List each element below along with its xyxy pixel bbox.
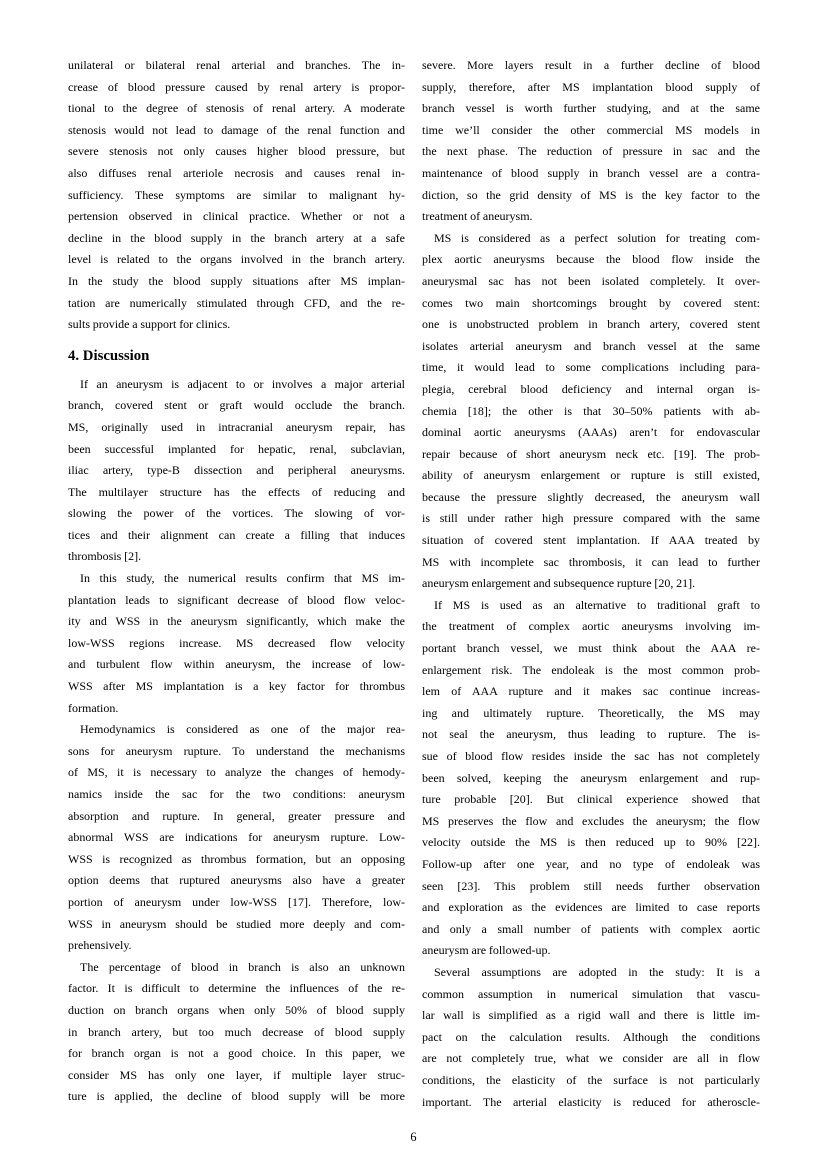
text-line: repair because of short aneurysm neck etc. [19]. The prob- (422, 446, 760, 461)
page-footer (0, 1127, 827, 1149)
paragraph (68, 568, 405, 719)
text-line: dominal aortic aneurysms (AAAs) aren’t for endovascular (422, 425, 760, 440)
section-heading: 4. Discussion (68, 347, 150, 364)
paragraph (422, 962, 760, 1113)
right-column (422, 55, 760, 1113)
text-line: MS preserves the flow and excludes the aneurysm; the flow (422, 813, 760, 828)
text-line: supply, therefore, after MS implantation blood supply of (422, 79, 760, 94)
text-line: maintenance of blood supply in branch vessel are a contra- (422, 165, 760, 180)
text-line: MS with incomplete sac thrombosis, it can lead to further (422, 554, 760, 569)
text-line: common assumption in numerical simulation that vascu- (422, 986, 760, 1001)
text-line: MS is considered as a perfect solution for treating com- (434, 230, 760, 245)
text-line: treatment of aneurysm. (422, 209, 533, 224)
text-line: velocity outside the MS is then reduced up to 90% [22]. (422, 835, 760, 850)
text-line: If an aneurysm is adjacent to or involves a major arterial (80, 376, 405, 391)
text-line: factor. It is difficult to determine the influences of the re- (68, 981, 405, 996)
text-line: ture probable [20]. But clinical experience showed that (422, 792, 760, 807)
text-line: lem of AAA rupture and it makes sac continue increas- (422, 684, 760, 699)
text-line: lar wall is simplified as a rigid wall and there is little im- (422, 1008, 760, 1023)
text-line: sue of blood flow resides inside the sac has not completely (422, 749, 760, 763)
paragraph (68, 719, 405, 957)
text-line: low-WSS regions increase. MS decreased flow velocity (68, 635, 405, 650)
text-line: aneurysm are followed-up. (422, 943, 551, 958)
text-line: slowing the power of the vortices. The slowing of vor- (68, 506, 405, 521)
text-line: diction, so the grid density of MS is the key factor to the (422, 187, 760, 202)
paragraph (68, 374, 405, 568)
left-column (68, 55, 405, 1108)
text-line: prehensively. (68, 938, 132, 953)
text-line: time, it would lead to some complications including para- (422, 360, 760, 375)
text-line: been successful implanted for hepatic, renal, subclavian, (68, 441, 405, 456)
text-line: ity and WSS in the aneurysm significantly, which make the (68, 614, 405, 629)
text-line: been solved, keeping the aneurysm enlargement and rup- (422, 770, 760, 785)
text-line: pact on the calculation results. Although the conditions (422, 1029, 760, 1044)
text-line: of MS, it is necessary to analyze the changes of hemody- (68, 765, 405, 780)
text-line: pertension observed in clinical practice. Whether or not a (68, 209, 405, 224)
text-line: enlargement risk. The endoleak is the most common prob- (422, 662, 760, 677)
text-line: important. The arterial elasticity is reduced for atheroscle- (422, 1094, 760, 1109)
text-line: and only a small number of patients with complex aortic (422, 921, 760, 936)
text-line: situation of covered stent implantation. If AAA treated by (422, 533, 760, 548)
page-number: 6 (410, 1130, 417, 1144)
text-line: Follow-up after one year, and no type of endoleak was (422, 856, 760, 871)
text-line: also diffuses renal arteriole necrosis and causes renal in- (68, 165, 405, 180)
text-line: plex aortic aneurysms because the blood flow inside the (422, 252, 760, 267)
text-line: consider MS has only one layer, if multiple layer struc- (68, 1067, 405, 1082)
paragraph (422, 55, 760, 228)
text-line: and exploration as the evidences are limited to case reports (422, 900, 760, 915)
text-line: The percentage of blood in branch is also an unknown (80, 959, 405, 974)
text-line: severe. More layers result in a further decline of blood (422, 58, 760, 72)
text-line: sons for aneurysm rupture. To understand the mechanisms (68, 743, 405, 758)
paragraph (68, 55, 405, 336)
text-line: comes two main shortcomings brought by covered stent: (422, 295, 760, 310)
text-line: sults provide a support for clinics. (68, 317, 231, 332)
text-line: severe stenosis not only causes higher blood pressure, but (68, 144, 405, 159)
text-line: ing and ultimately rupture. Theoretically, the MS may (422, 705, 760, 720)
text-line: thrombosis [2]. (68, 549, 142, 564)
text-line: the next phase. The reduction of pressure in sac and the (422, 144, 760, 159)
text-line: because the pressure slightly decreased, the aneurysm wall (422, 489, 760, 504)
text-line: Several assumptions are adopted in the study: It is a (434, 964, 760, 979)
text-line: decline in the blood supply in the branch artery at a safe (68, 230, 405, 245)
text-line: In this study, the numerical results confirm that MS im- (80, 571, 405, 586)
text-line: The multilayer structure has the effects of reducing and (68, 484, 405, 499)
text-line: stenosis would not lead to damage of the renal function and (68, 122, 405, 137)
text-line: one is unobstructed problem in branch artery, covered stent (422, 317, 760, 332)
text-line: abnormal WSS are indications for aneurysm rupture. Low- (68, 830, 405, 845)
text-line: level is related to the organs involved in the branch artery. (68, 252, 405, 267)
text-line: formation. (68, 700, 119, 715)
text-line: In the study the blood supply situations after MS implan- (68, 273, 405, 288)
text-line: iliac artery, type-B dissection and peripheral aneurysms. (68, 463, 405, 478)
text-line: plantation leads to significant decrease of blood flow veloc- (68, 592, 405, 607)
text-line: duction on branch organs when only 50% of blood supply (68, 1002, 405, 1017)
text-line: chemia [18]; the other is that 30–50% patients with ab- (422, 403, 760, 418)
text-line: ture is applied, the decline of blood supply will be more (68, 1089, 405, 1104)
text-line: tation are numerically stimulated through CFD, and the re- (68, 295, 405, 310)
text-line: MS, originally used in intracranial aneurysm repair, has (68, 419, 405, 434)
text-line: not seal the aneurysm, thus leading to rupture. The is- (422, 727, 760, 742)
paragraph (422, 228, 760, 595)
paragraph (422, 595, 760, 962)
text-line: ability of aneurysm enlargement or rupture is still existed, (422, 468, 760, 483)
text-line: sufficiency. These symptoms are similar to malignant hy- (68, 187, 405, 202)
text-line: absorption and rupture. In general, greater pressure and (68, 808, 405, 823)
text-line: branch, covered stent or graft would occlude the branch. (68, 398, 405, 413)
text-line: WSS is recognized as thrombus formation, but an opposing (68, 851, 405, 866)
text-line: option deems that ruptured aneurysms also have a greater (68, 873, 405, 888)
text-line: for branch organ is not a good choice. In this paper, we (68, 1046, 405, 1061)
text-line: in branch artery, but too much decrease of blood supply (68, 1024, 405, 1039)
paragraph (68, 957, 405, 1108)
text-line: portant branch vessel, we must think about the AAA re- (422, 641, 760, 656)
text-line: tices and their alignment can create a filling that induces (68, 527, 405, 542)
text-line: crease of blood pressure caused by renal artery is propor- (68, 79, 405, 94)
text-line: portion of aneurysm under low-WSS [17]. Therefore, low- (68, 894, 405, 909)
text-line: the treatment of complex aortic aneurysms involving im- (422, 619, 760, 634)
text-line: time we’ll consider the other commercial MS models in (422, 122, 760, 137)
text-line: namics inside the sac for the two conditions: aneurysm (68, 787, 405, 801)
text-line: aneurysmal sac has not been isolated completely. It over- (422, 273, 760, 288)
text-line: is still under rather high pressure compared with the same (422, 511, 760, 526)
text-line: WSS in aneurysm should be studied more deeply and com- (68, 916, 405, 931)
text-line: seen [23]. This problem still needs further observation (422, 878, 760, 893)
text-line: tional to the degree of stenosis of renal artery. A moderate (68, 101, 405, 116)
text-line: and turbulent flow within aneurysm, the increase of low- (68, 657, 405, 672)
text-line: branch vessel is worth further studying, and at the same (422, 101, 760, 116)
text-line: Hemodynamics is considered as one of the major rea- (80, 722, 405, 737)
text-line: WSS after MS implantation is a key factor for thrombus (68, 679, 405, 694)
text-line: If MS is used as an alternative to traditional graft to (434, 597, 760, 612)
text-line: isolates arterial aneurysm and branch vessel at the same (422, 338, 760, 353)
text-line: aneurysm enlargement and subsequence rupture [20, 21]. (422, 576, 696, 591)
text-line: plegia, cerebral blood deficiency and internal organ is- (422, 381, 760, 396)
text-line: unilateral or bilateral renal arterial and branches. The in- (68, 58, 405, 72)
text-line: conditions, the elasticity of the surface is not particularly (422, 1072, 760, 1087)
text-line: are not completely true, what we consider are all in flow (422, 1051, 760, 1066)
